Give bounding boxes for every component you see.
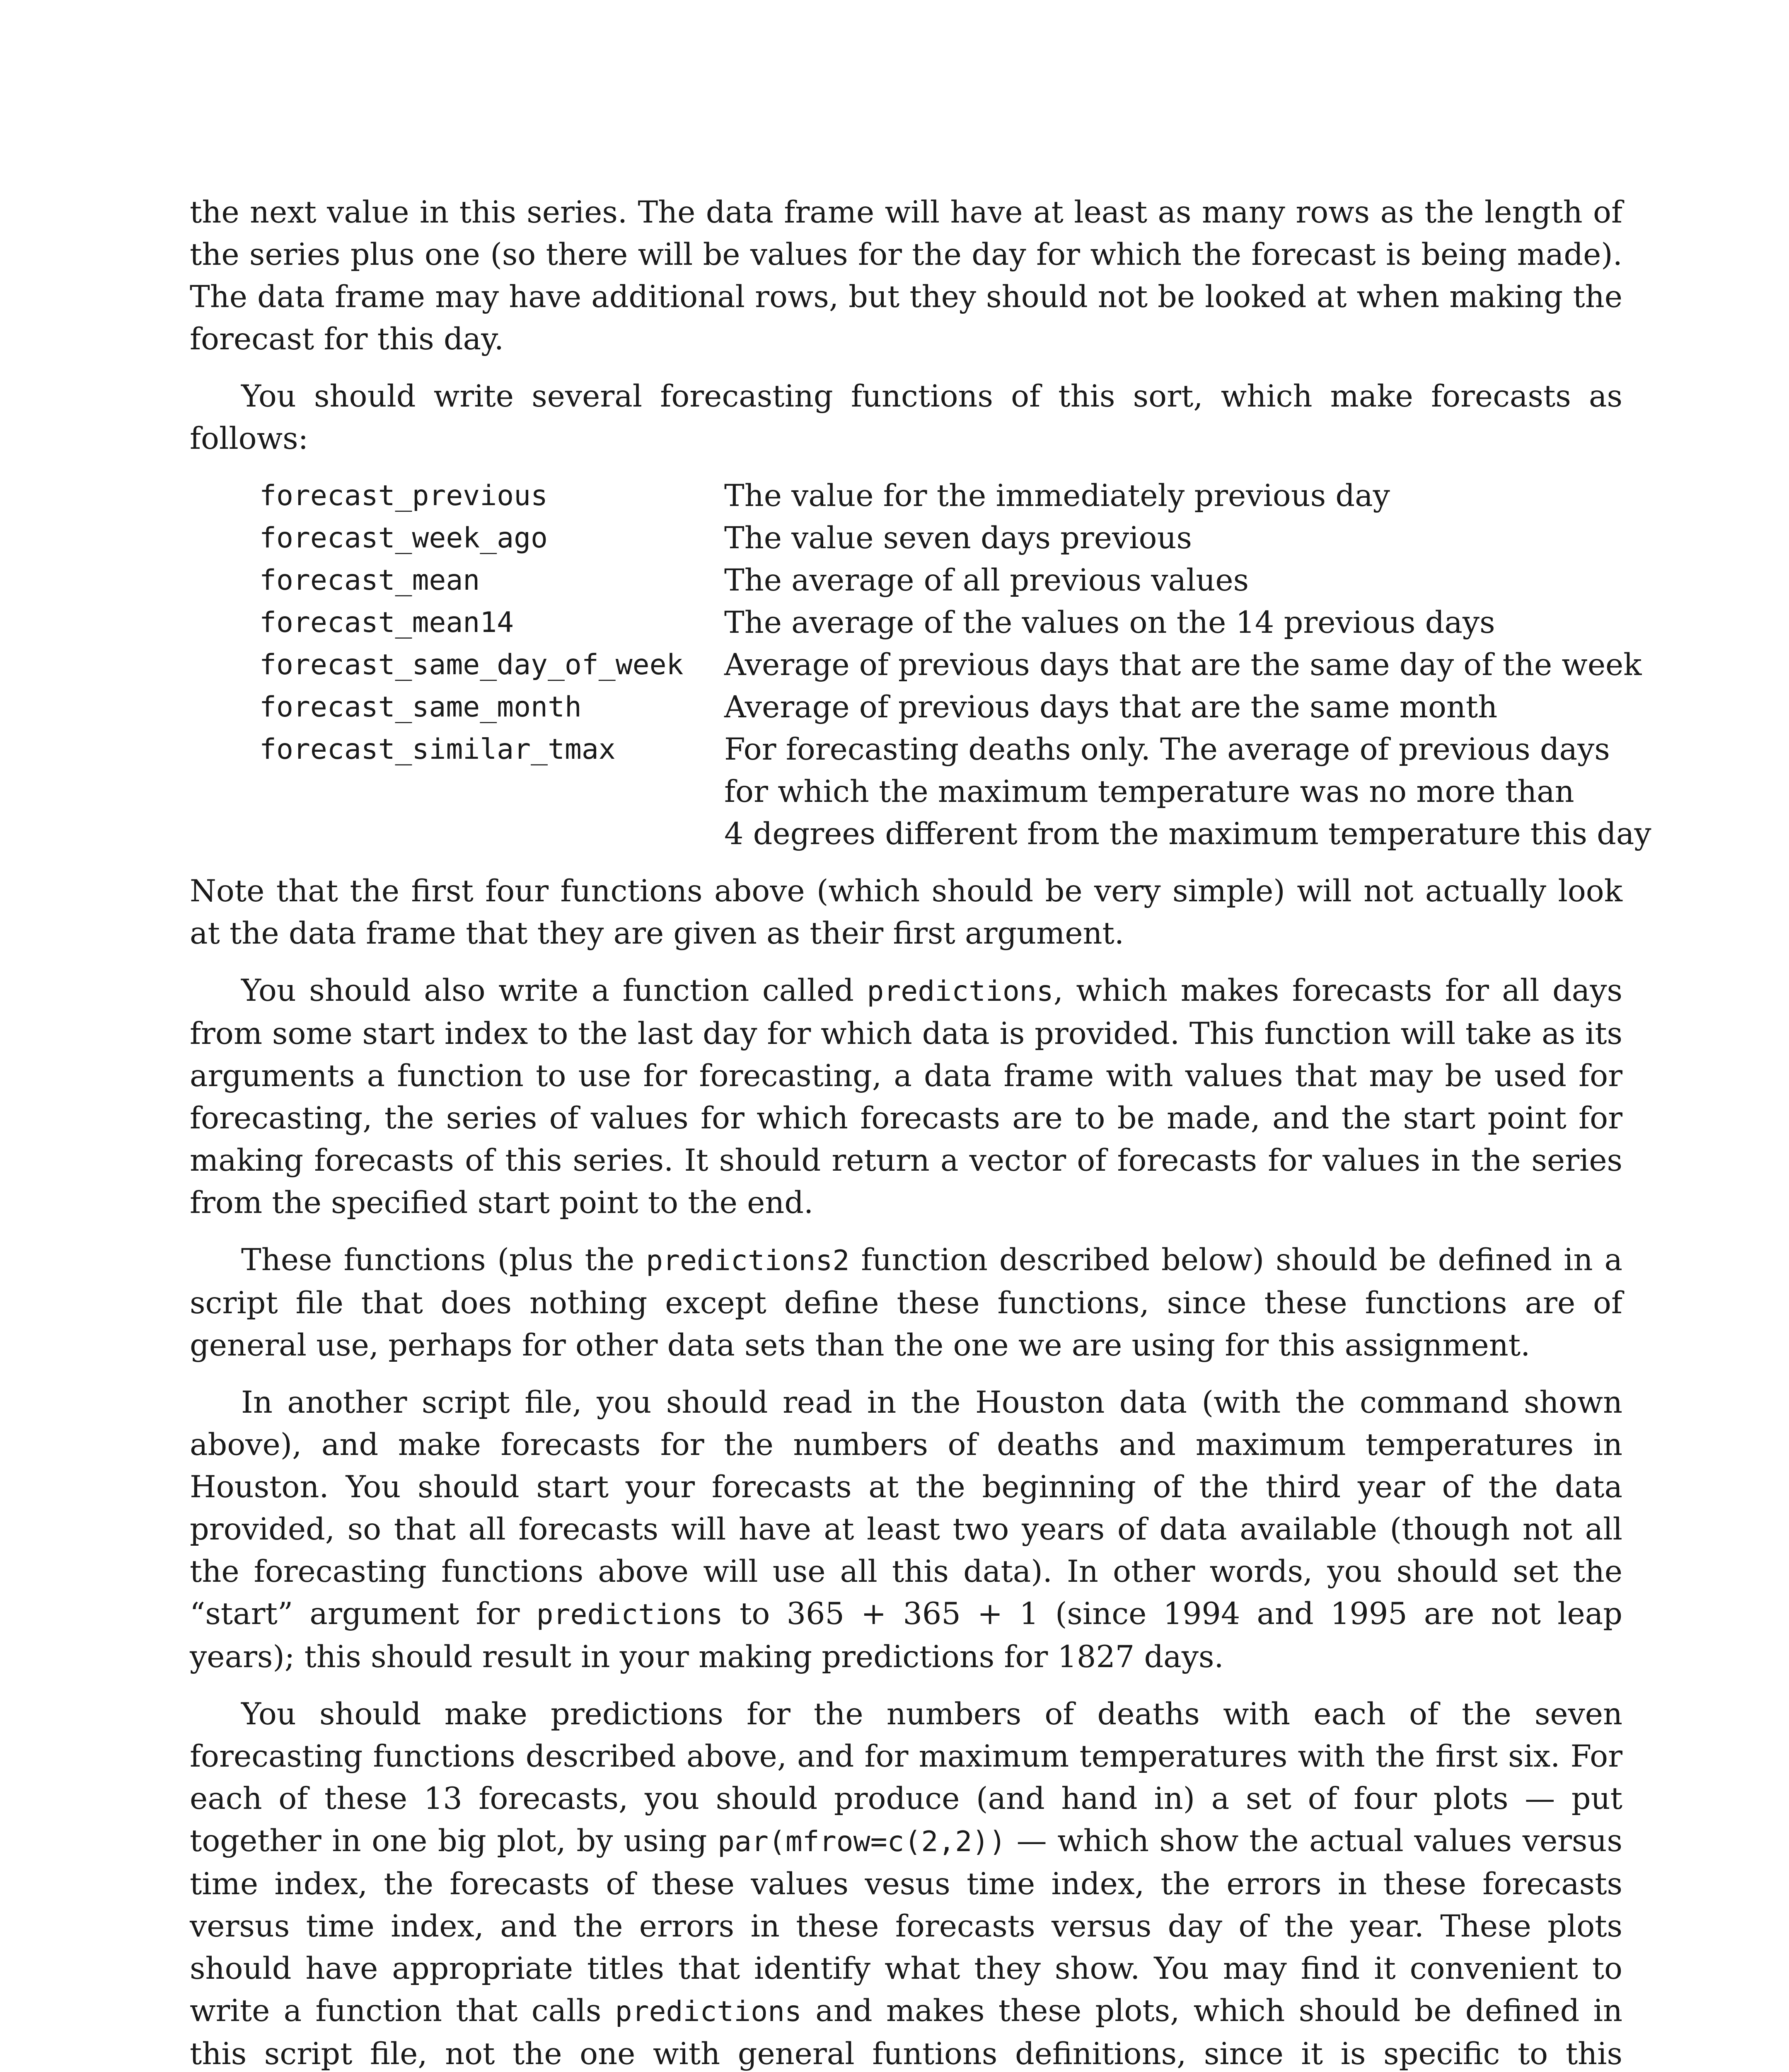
document-page <box>190 191 1651 2072</box>
paragraph-functions-lead: You should write several forecasting functions of this sort, which make forecasts as follows: <box>190 379 1622 456</box>
function-desc: The value seven days previous <box>724 520 1192 556</box>
function-name: forecast_similar_tmax <box>259 733 616 766</box>
paragraph-plots <box>190 1693 1622 2072</box>
text-run: , which makes forecasts for all days from some start index to the last day for which data is provided. This function will take as its arguments a function to use for forecasting, a data frame with values that may be used for forecasting, the series of values for which forecasts are to be made, and the start point for making forecasts of this series. It should return a vector of forecasts for values in the series from the specified start point to the end. <box>190 973 1622 1220</box>
text-run: to 365 + 365 + 1 (since 1994 and 1995 are not leap years); this should result in your making predictions for 1827 days. <box>190 1596 1623 1675</box>
function-row <box>259 475 1622 517</box>
paragraph-intro: the next value in this series. The data frame will have at least as many rows as the length of the series plus one (so there will be values for the day for which the forecast is being made). The data frame may have additional rows, but they should not be looked at when making the forecast for this day. <box>190 195 1622 357</box>
function-name: forecast_mean <box>259 564 480 597</box>
function-desc: Average of previous days that are the same month <box>724 690 1498 725</box>
function-desc: The value for the immediately previous day <box>724 478 1390 513</box>
text-run: You should make predictions for the numbers of deaths with each of the seven forecasting functions described above, and for maximum temperatures with the first six. For each of these 13 forecasts, you should produce (and hand in) a set of four plots — put together in one big plot, by using <box>190 1697 1622 1859</box>
function-name: forecast_week_ago <box>259 522 548 554</box>
function-desc-line: for which the maximum temperature was no more than <box>724 774 1574 809</box>
function-row <box>259 644 1642 686</box>
code-predictions: predictions <box>536 1598 723 1631</box>
function-desc-line: 4 degrees different from the maximum temperature this day <box>724 816 1651 852</box>
paragraph-note: Note that the first four functions above (which should be very simple) will not actually look at the data frame that they are given as their first argument. <box>190 874 1622 951</box>
paragraph-predictions <box>190 970 1622 1224</box>
function-table <box>259 475 1651 855</box>
text-run: In another script file, you should read in the Houston data (with the command shown above), and make forecasts for the numbers of deaths and maximum temperatures in Houston. You should start your forecasts at the beginning of the third year of the data provided, so that all forecasts will have at least two years of data available (though not all the forecasting functions above will use all this data). In other words, you should set the “start” argument for <box>190 1385 1622 1631</box>
paragraph-script-file <box>190 1239 1622 1367</box>
text-run: You should also write a function called <box>241 973 867 1008</box>
function-row <box>259 686 1622 729</box>
text-run: — which show the actual values versus time index, the forecasts of these values vesus time index, the errors in these forecasts versus time index, and the errors in these forecasts versus day of the year. These plots should have appropriate titles that identify what they show. You may find it convenient to write a function that calls <box>190 1823 1622 2028</box>
code-predictions: predictions <box>867 975 1054 1008</box>
function-row <box>259 729 1651 855</box>
function-row <box>259 559 1622 602</box>
function-desc: The average of the values on the 14 previous days <box>724 605 1495 640</box>
function-name: forecast_previous <box>259 479 548 512</box>
function-row <box>259 602 1622 644</box>
code-par-mfrow: par(mfrow=c(2,2)) <box>718 1825 1006 1858</box>
function-desc <box>724 729 1651 855</box>
function-desc: Average of previous days that are the same day of the week <box>724 647 1642 683</box>
function-name: forecast_same_day_of_week <box>259 649 684 681</box>
function-row <box>259 517 1622 559</box>
function-desc: The average of all previous values <box>724 563 1249 598</box>
function-desc-line: For forecasting deaths only. The average of previous days <box>724 732 1610 767</box>
text-run: and makes these plots, which should be defined in this script file, not the one with general funtions definitions, since it is specific to this <box>190 1993 1622 2072</box>
text-run: These functions (plus the <box>241 1242 646 1278</box>
text-run: function described below) should be defined in a script file that does nothing except define these functions, since these functions are of general use, perhaps for other data sets than the one we are using for this assignment. <box>190 1242 1622 1363</box>
code-predictions: predictions <box>615 1995 802 2028</box>
function-name: forecast_mean14 <box>259 606 514 639</box>
code-predictions2: predictions2 <box>646 1244 850 1277</box>
function-name: forecast_same_month <box>259 691 582 724</box>
paragraph-houston <box>190 1382 1622 1678</box>
